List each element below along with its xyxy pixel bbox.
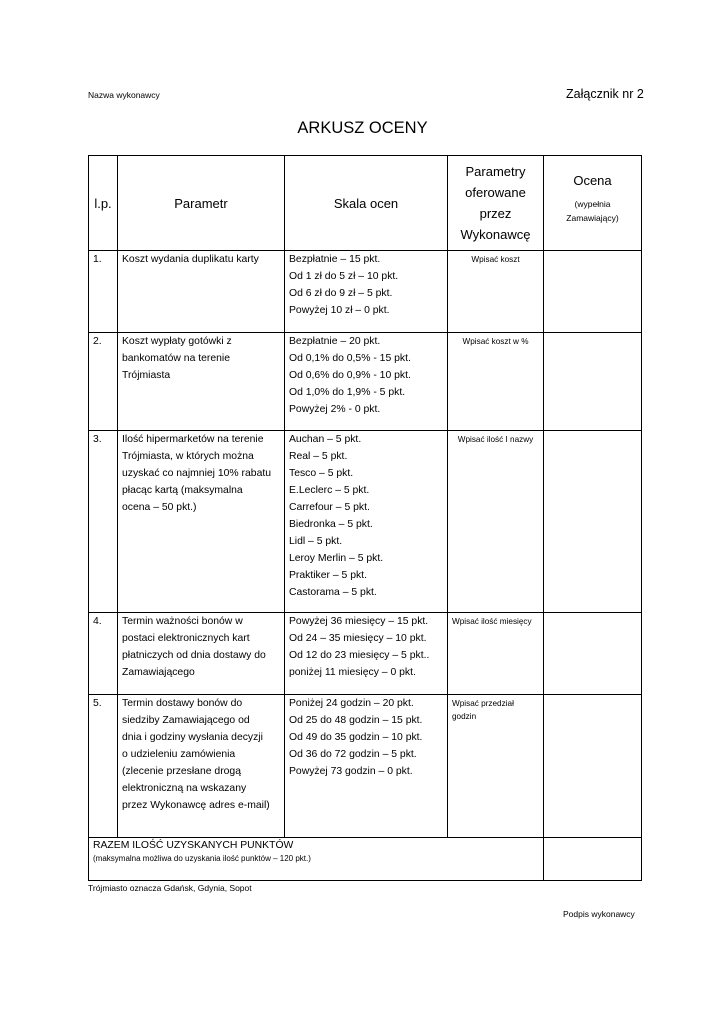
scale-line: Carrefour – 5 pkt. bbox=[289, 502, 370, 513]
total-label-cell bbox=[89, 838, 544, 881]
scale-line: Auchan – 5 pkt. bbox=[289, 434, 362, 445]
scale-line: Praktiker – 5 pkt. bbox=[289, 570, 367, 581]
table-row bbox=[89, 333, 642, 431]
scale-line: Od 0,6% do 0,9% - 10 pkt. bbox=[289, 370, 411, 381]
row-scale bbox=[285, 695, 448, 838]
header-rating-label: Ocena bbox=[573, 173, 612, 188]
param-line: Koszt wypłaty gotówki z bbox=[122, 336, 232, 347]
table-row bbox=[89, 251, 642, 333]
scale-line: Od 36 do 72 godzin – 5 pkt. bbox=[289, 749, 417, 760]
signature-label: Podpis wykonawcy bbox=[563, 909, 635, 919]
header-rating-note-line: Zamawiający) bbox=[566, 213, 619, 223]
offered-hint: Wpisać koszt bbox=[471, 255, 520, 264]
row-lp: 1. bbox=[89, 251, 118, 333]
scale-line: Powyżej 73 godzin – 0 pkt. bbox=[289, 766, 413, 777]
scale-line: poniżej 11 miesięcy – 0 pkt. bbox=[289, 667, 416, 678]
param-line: postaci elektronicznych kart bbox=[122, 633, 250, 644]
row-scale bbox=[285, 251, 448, 333]
header-offered-line: Parametry bbox=[465, 164, 526, 179]
param-line: o udzieleniu zamówienia bbox=[122, 749, 236, 760]
evaluation-table bbox=[88, 155, 642, 881]
offered-hint: Wpisać przedział godzin bbox=[452, 699, 514, 721]
row-scale bbox=[285, 613, 448, 695]
param-line: (zlecenie przesłane drogą bbox=[122, 766, 241, 777]
scale-line: Powyżej 10 zł – 0 pkt. bbox=[289, 305, 390, 316]
row-offered-field[interactable] bbox=[448, 613, 544, 695]
header-scale: Skala ocen bbox=[285, 156, 448, 251]
scale-line: Bezpłatnie – 15 pkt. bbox=[289, 254, 381, 265]
header-offered-line: oferowane bbox=[465, 185, 526, 200]
param-line: uzyskać co najmniej 10% rabatu bbox=[122, 468, 272, 479]
scale-line: Od 6 zł do 9 zł – 5 pkt. bbox=[289, 288, 393, 299]
row-lp: 2. bbox=[89, 333, 118, 431]
contractor-name-label: Nazwa wykonawcy bbox=[88, 90, 160, 100]
offered-hint: Wpisać ilość miesięcy bbox=[452, 617, 532, 626]
row-parameter bbox=[118, 431, 285, 613]
total-label: RAZEM ILOŚĆ UZYSKANYCH PUNKTÓW bbox=[93, 840, 294, 851]
row-lp: 5. bbox=[89, 695, 118, 838]
total-rating-field[interactable] bbox=[544, 838, 642, 881]
row-rating-field[interactable] bbox=[544, 695, 642, 838]
row-scale bbox=[285, 333, 448, 431]
scale-line: Tesco – 5 pkt. bbox=[289, 468, 354, 479]
total-note: (maksymalna możliwa do uzyskania ilość punktów – 120 pkt.) bbox=[93, 854, 311, 863]
scale-line: Castorama – 5 pkt. bbox=[289, 587, 377, 598]
param-line: elektroniczną na wskazany bbox=[122, 783, 247, 794]
scale-line: Lidl – 5 pkt. bbox=[289, 536, 343, 547]
row-offered-field[interactable] bbox=[448, 431, 544, 613]
scale-line: Leroy Merlin – 5 pkt. bbox=[289, 553, 384, 564]
annex-label: Załącznik nr 2 bbox=[566, 87, 644, 101]
header-lp: l.p. bbox=[89, 156, 118, 251]
param-line: Koszt wydania duplikatu karty bbox=[122, 254, 259, 265]
param-line: dnia i godziny wysłania decyzji bbox=[122, 732, 263, 743]
scale-line: E.Leclerc – 5 pkt. bbox=[289, 485, 370, 496]
row-offered-field[interactable] bbox=[448, 695, 544, 838]
scale-line: Od 1 zł do 5 zł – 10 pkt. bbox=[289, 271, 399, 282]
scale-line: Od 24 – 35 miesięcy – 10 pkt. bbox=[289, 633, 427, 644]
row-lp: 4. bbox=[89, 613, 118, 695]
table-row bbox=[89, 613, 642, 695]
scale-line: Od 49 do 35 godzin – 10 pkt. bbox=[289, 732, 423, 743]
row-parameter bbox=[118, 613, 285, 695]
row-rating-field[interactable] bbox=[544, 431, 642, 613]
row-parameter bbox=[118, 251, 285, 333]
row-rating-field[interactable] bbox=[544, 613, 642, 695]
header-offered-line: przez bbox=[479, 206, 512, 221]
scale-line: Bezpłatnie – 20 pkt. bbox=[289, 336, 381, 347]
scale-line: Od 12 do 23 miesięcy – 5 pkt.. bbox=[289, 650, 430, 661]
scale-line: Od 25 do 48 godzin – 15 pkt. bbox=[289, 715, 423, 726]
param-line: płacąc kartą (maksymalna bbox=[122, 485, 243, 496]
scale-line: Biedronka – 5 pkt. bbox=[289, 519, 373, 530]
param-line: Trójmiasta bbox=[122, 370, 171, 381]
document-title: ARKUSZ OCENY bbox=[297, 119, 428, 137]
scale-line: Real – 5 pkt. bbox=[289, 451, 348, 462]
table-header-row bbox=[89, 156, 642, 251]
scale-line: Poniżej 24 godzin – 20 pkt. bbox=[289, 698, 414, 709]
row-parameter bbox=[118, 695, 285, 838]
scale-line: Powyżej 36 miesięcy – 15 pkt. bbox=[289, 616, 429, 627]
footnote: Trójmiasto oznacza Gdańsk, Gdynia, Sopot bbox=[88, 883, 252, 893]
row-rating-field[interactable] bbox=[544, 251, 642, 333]
offered-hint: Wpisać koszt w % bbox=[462, 337, 529, 346]
row-offered-field[interactable] bbox=[448, 251, 544, 333]
header-parameter: Parametr bbox=[118, 156, 285, 251]
param-line: Termin ważności bonów w bbox=[122, 616, 243, 627]
scale-line: Od 1,0% do 1,9% - 5 pkt. bbox=[289, 387, 406, 398]
param-line: Trójmiasta, w których można bbox=[122, 451, 254, 462]
scale-line: Od 0,1% do 0,5% - 15 pkt. bbox=[289, 353, 411, 364]
param-line: bankomatów na terenie bbox=[122, 353, 231, 364]
row-lp: 3. bbox=[89, 431, 118, 613]
header-offered-line: Wykonawcę bbox=[460, 227, 531, 242]
row-offered-field[interactable] bbox=[448, 333, 544, 431]
header-rating-note-line: (wypełnia bbox=[574, 199, 611, 209]
header-offered-parameters bbox=[448, 156, 544, 251]
param-line: siedziby Zamawiającego od bbox=[122, 715, 250, 726]
row-scale bbox=[285, 431, 448, 613]
row-rating-field[interactable] bbox=[544, 333, 642, 431]
param-line: przez Wykonawcę adres e-mail) bbox=[122, 800, 270, 811]
param-line: płatniczych od dnia dostawy do bbox=[122, 650, 266, 661]
offered-hint: Wpisać ilość I nazwy bbox=[457, 435, 534, 444]
header-rating bbox=[544, 156, 642, 251]
table-row bbox=[89, 431, 642, 613]
scale-line: Powyżej 2% - 0 pkt. bbox=[289, 404, 381, 415]
row-parameter bbox=[118, 333, 285, 431]
param-line: Termin dostawy bonów do bbox=[122, 698, 243, 709]
param-line: ocena – 50 pkt.) bbox=[122, 502, 197, 513]
param-line: Zamawiającego bbox=[122, 667, 195, 678]
param-line: Ilość hipermarketów na terenie bbox=[122, 434, 264, 445]
total-row bbox=[89, 838, 642, 881]
table-row bbox=[89, 695, 642, 838]
